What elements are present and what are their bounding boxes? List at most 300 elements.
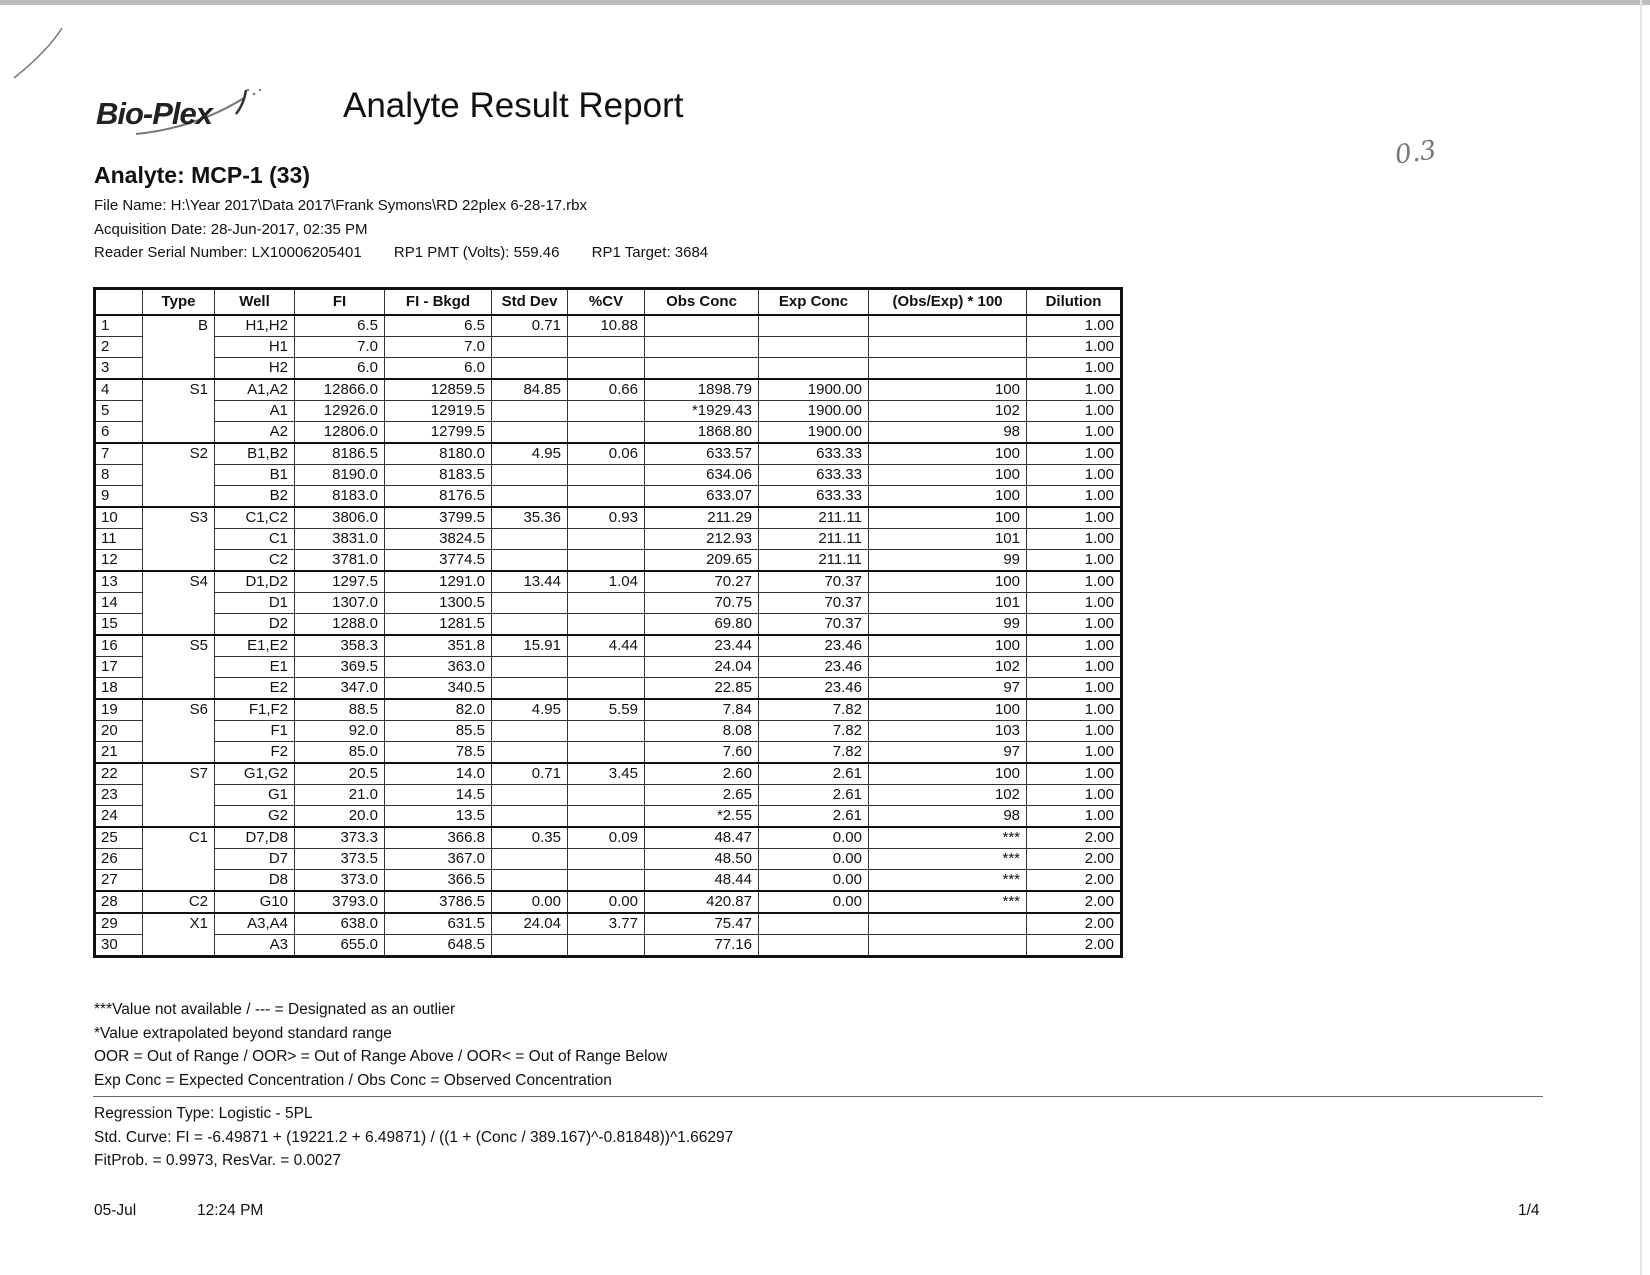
table-cell [492,614,568,636]
table-cell: G1 [215,785,295,806]
column-header: Obs Conc [645,289,759,316]
table-cell: 3774.5 [385,550,492,572]
table-cell: 3824.5 [385,529,492,550]
reader-info [94,244,708,261]
table-cell [568,870,645,892]
table-cell: 85.0 [295,742,385,764]
table-cell [869,358,1027,380]
table-cell: A2 [215,422,295,444]
table-cell: D7,D8 [215,827,295,849]
table-cell: 1.00 [1027,379,1122,401]
table-cell [143,550,215,572]
table-cell [568,657,645,678]
table-cell: 209.65 [645,550,759,572]
table-row [95,593,1122,614]
table-cell: 3831.0 [295,529,385,550]
table-cell: 4.95 [492,443,568,465]
standard-curve: Std. Curve: FI = -6.49871 + (19221.2 + 6.49871) / ((1 + (Conc / 389.167)^-0.81848))^1.66297 [94,1128,734,1146]
table-cell: 7.84 [645,699,759,721]
table-cell [143,465,215,486]
footnotes [94,998,667,1092]
table-cell [143,422,215,444]
table-row [95,678,1122,700]
table-cell [143,614,215,636]
print-date: 05-Jul [94,1202,137,1219]
column-header [95,289,143,316]
table-row [95,806,1122,828]
table-cell: 358.3 [295,635,385,657]
table-cell: 373.5 [295,849,385,870]
table-cell: 648.5 [385,935,492,957]
column-header: Std Dev [492,289,568,316]
table-cell: 0.00 [759,891,869,913]
table-cell: F2 [215,742,295,764]
table-cell: 1.00 [1027,486,1122,508]
analyte-name: Analyte: MCP-1 (33) [94,162,310,188]
table-cell: G10 [215,891,295,913]
table-cell [492,721,568,742]
table-cell: 1.00 [1027,785,1122,806]
table-cell: 0.00 [492,891,568,913]
table-cell: 12926.0 [295,401,385,422]
table-cell: 2.60 [645,763,759,785]
table-cell [869,913,1027,935]
table-cell [568,678,645,700]
table-cell: 1900.00 [759,422,869,444]
table-cell: 1.00 [1027,401,1122,422]
table-cell: 3799.5 [385,507,492,529]
table-cell: D1 [215,593,295,614]
table-cell: 8183.5 [385,465,492,486]
table-row [95,849,1122,870]
table-row [95,571,1122,593]
table-cell [143,486,215,508]
table-cell [568,935,645,957]
table-cell: 0.00 [568,891,645,913]
table-cell: 10.88 [568,315,645,337]
table-cell: 15.91 [492,635,568,657]
table-cell: 5.59 [568,699,645,721]
table-row [95,827,1122,849]
table-cell: 1.00 [1027,614,1122,636]
table-row [95,550,1122,572]
table-cell [492,678,568,700]
table-cell: 1.00 [1027,315,1122,337]
table-cell: 351.8 [385,635,492,657]
table-cell [759,913,869,935]
table-cell: 373.3 [295,827,385,849]
table-cell: 99 [869,550,1027,572]
table-cell: 13.44 [492,571,568,593]
table-cell: 92.0 [295,721,385,742]
table-row [95,422,1122,444]
table-cell: E1,E2 [215,635,295,657]
table-cell: 1900.00 [759,379,869,401]
row-number: 19 [95,699,143,721]
divider [93,1096,1543,1097]
table-cell [143,935,215,957]
row-number: 17 [95,657,143,678]
table-cell [492,358,568,380]
table-cell: 23.46 [759,678,869,700]
table-cell: 367.0 [385,849,492,870]
table-cell: S1 [143,379,215,401]
table-row [95,657,1122,678]
row-number: 3 [95,358,143,380]
fit-stats: FitProb. = 0.9973, ResVar. = 0.0027 [94,1152,342,1169]
table-cell: 2.61 [759,763,869,785]
regression-type: Regression Type: Logistic - 5PL [94,1105,313,1122]
table-cell: *** [869,849,1027,870]
table-row [95,465,1122,486]
table-cell: 211.11 [759,529,869,550]
table-row [95,486,1122,508]
table-cell: 1.00 [1027,507,1122,529]
table-cell: S6 [143,699,215,721]
pen-mark [12,24,72,84]
table-cell: C1 [143,827,215,849]
table-cell: *2.55 [645,806,759,828]
table-cell [568,593,645,614]
table-row [95,870,1122,892]
table-cell: 88.5 [295,699,385,721]
table-cell: 0.71 [492,315,568,337]
row-number: 23 [95,785,143,806]
table-cell: 14.5 [385,785,492,806]
table-cell: 212.93 [645,529,759,550]
table-cell: 1.00 [1027,593,1122,614]
table-header-row [95,289,1122,316]
row-number: 26 [95,849,143,870]
table-cell: B1 [215,465,295,486]
table-cell: 8186.5 [295,443,385,465]
column-header: Exp Conc [759,289,869,316]
table-cell: 633.33 [759,486,869,508]
table-cell: 2.00 [1027,849,1122,870]
table-cell: 75.47 [645,913,759,935]
rp1-pmt: RP1 PMT (Volts): 559.46 [393,244,560,261]
table-cell: 48.50 [645,849,759,870]
table-cell: E1 [215,657,295,678]
table-cell: 633.33 [759,465,869,486]
table-cell [492,742,568,764]
table-cell: 70.37 [759,593,869,614]
table-cell [568,529,645,550]
row-number: 13 [95,571,143,593]
table-cell: 23.44 [645,635,759,657]
table-cell: 1.00 [1027,742,1122,764]
table-cell: 85.5 [385,721,492,742]
table-cell [143,785,215,806]
file-name: File Name: H:\Year 2017\Data 2017\Frank Symons\RD 22plex 6-28-17.rbx [94,197,588,214]
table-cell [492,550,568,572]
table-cell: 103 [869,721,1027,742]
row-number: 7 [95,443,143,465]
table-cell: 1.00 [1027,571,1122,593]
table-cell: F1 [215,721,295,742]
table-cell: 3.45 [568,763,645,785]
table-cell [568,337,645,358]
table-cell [568,806,645,828]
table-cell [143,529,215,550]
table-cell: 0.06 [568,443,645,465]
row-number: 16 [95,635,143,657]
table-cell [143,806,215,828]
table-cell [645,315,759,337]
table-cell: 7.82 [759,721,869,742]
table-cell [492,806,568,828]
table-cell: G1,G2 [215,763,295,785]
table-cell: 70.37 [759,614,869,636]
table-cell: E2 [215,678,295,700]
table-cell [759,315,869,337]
table-cell [143,401,215,422]
table-cell: 1.00 [1027,763,1122,785]
table-cell: 0.00 [759,870,869,892]
table-cell [759,358,869,380]
row-number: 25 [95,827,143,849]
table-row [95,763,1122,785]
row-number: 20 [95,721,143,742]
table-cell: 3793.0 [295,891,385,913]
table-cell: 69.80 [645,614,759,636]
row-number: 5 [95,401,143,422]
table-cell: 77.16 [645,935,759,957]
table-cell: 100 [869,635,1027,657]
table-cell [143,678,215,700]
table-cell: 1297.5 [295,571,385,593]
table-cell [143,870,215,892]
table-cell [869,935,1027,957]
table-cell [492,422,568,444]
table-cell: 1.00 [1027,550,1122,572]
table-cell: C1 [215,529,295,550]
table-cell: 23.46 [759,635,869,657]
table-cell: S3 [143,507,215,529]
table-cell: 2.00 [1027,870,1122,892]
table-cell: 12859.5 [385,379,492,401]
table-cell: 12799.5 [385,422,492,444]
table-cell: 1.00 [1027,678,1122,700]
table-cell: 1.00 [1027,806,1122,828]
table-cell: 0.93 [568,507,645,529]
table-cell: 6.5 [385,315,492,337]
table-cell: 101 [869,529,1027,550]
table-cell: 100 [869,699,1027,721]
table-cell [143,593,215,614]
table-cell [492,785,568,806]
table-row [95,507,1122,529]
table-cell: 1281.5 [385,614,492,636]
table-cell [568,358,645,380]
table-cell [869,315,1027,337]
table-cell: 84.85 [492,379,568,401]
table-cell: 1.00 [1027,529,1122,550]
table-cell: 211.11 [759,550,869,572]
table-cell: 82.0 [385,699,492,721]
table-cell: 2.00 [1027,827,1122,849]
table-cell: 23.46 [759,657,869,678]
handwritten-note: 0.3 [1393,135,1439,171]
row-number: 14 [95,593,143,614]
table-cell: B2 [215,486,295,508]
table-cell: A1 [215,401,295,422]
row-number: 10 [95,507,143,529]
table-cell: 3.77 [568,913,645,935]
scan-right-edge [1640,0,1642,1275]
table-cell: H2 [215,358,295,380]
table-cell: S7 [143,763,215,785]
row-number: 8 [95,465,143,486]
row-number: 29 [95,913,143,935]
table-cell [492,593,568,614]
table-cell: 1898.79 [645,379,759,401]
table-cell: G2 [215,806,295,828]
table-cell [645,337,759,358]
table-cell [143,721,215,742]
table-cell [568,401,645,422]
table-cell: 6.5 [295,315,385,337]
table-cell: 8176.5 [385,486,492,508]
table-cell: 420.87 [645,891,759,913]
table-cell [869,337,1027,358]
table-cell: 3781.0 [295,550,385,572]
table-cell: F1,F2 [215,699,295,721]
table-cell: 101 [869,593,1027,614]
table-cell: 638.0 [295,913,385,935]
row-number: 21 [95,742,143,764]
table-cell [492,465,568,486]
table-cell: H1,H2 [215,315,295,337]
table-cell: 100 [869,763,1027,785]
table-cell: 1288.0 [295,614,385,636]
table-cell: 12806.0 [295,422,385,444]
table-cell: A1,A2 [215,379,295,401]
table-cell: B [143,315,215,337]
table-cell [568,849,645,870]
table-cell: 373.0 [295,870,385,892]
table-cell: S5 [143,635,215,657]
table-cell: 340.5 [385,678,492,700]
table-cell: 7.82 [759,742,869,764]
table-row [95,529,1122,550]
bio-plex-logo [96,84,271,144]
table-cell [568,465,645,486]
table-row [95,699,1122,721]
table-cell: 35.36 [492,507,568,529]
table-cell [645,358,759,380]
table-cell: 7.60 [645,742,759,764]
table-cell: 24.04 [645,657,759,678]
results-table [93,287,1123,958]
page-number: 1/4 [1518,1202,1540,1219]
table-cell: 7.0 [295,337,385,358]
column-header: Type [143,289,215,316]
table-cell: 100 [869,486,1027,508]
table-row [95,443,1122,465]
acquisition-date: Acquisition Date: 28-Jun-2017, 02:35 PM [94,221,368,238]
table-cell: 20.0 [295,806,385,828]
table-cell [143,742,215,764]
table-cell: 97 [869,742,1027,764]
table-cell [568,721,645,742]
table-cell: 78.5 [385,742,492,764]
table-cell: 48.44 [645,870,759,892]
table-cell: B1,B2 [215,443,295,465]
table-cell: 2.61 [759,806,869,828]
table-cell: 100 [869,379,1027,401]
table-row [95,614,1122,636]
table-cell: 1900.00 [759,401,869,422]
table-cell: 1.00 [1027,358,1122,380]
table-cell: 347.0 [295,678,385,700]
table-row [95,742,1122,764]
table-cell: 369.5 [295,657,385,678]
table-cell: 366.5 [385,870,492,892]
table-cell [492,657,568,678]
table-row [95,337,1122,358]
table-cell: 1.00 [1027,635,1122,657]
table-cell: 633.57 [645,443,759,465]
table-cell [143,337,215,358]
table-cell [568,422,645,444]
table-cell: 0.09 [568,827,645,849]
table-cell: 20.5 [295,763,385,785]
table-cell: 13.5 [385,806,492,828]
table-cell: 2.65 [645,785,759,806]
table-cell: 70.27 [645,571,759,593]
table-cell: 0.71 [492,763,568,785]
table-cell: 48.47 [645,827,759,849]
table-cell: 1.00 [1027,465,1122,486]
table-cell: 22.85 [645,678,759,700]
table-cell: 211.11 [759,507,869,529]
row-number: 2 [95,337,143,358]
table-cell: 100 [869,507,1027,529]
table-cell: 3806.0 [295,507,385,529]
table-cell: D1,D2 [215,571,295,593]
table-cell: D7 [215,849,295,870]
table-cell: D8 [215,870,295,892]
table-cell: 1.00 [1027,699,1122,721]
table-cell [143,657,215,678]
table-cell: 99 [869,614,1027,636]
table-cell: 633.33 [759,443,869,465]
row-number: 11 [95,529,143,550]
table-cell: 98 [869,422,1027,444]
table-cell: *1929.43 [645,401,759,422]
table-cell: 24.04 [492,913,568,935]
table-cell: 363.0 [385,657,492,678]
table-cell: 1.00 [1027,422,1122,444]
table-cell: 1300.5 [385,593,492,614]
footnote: Exp Conc = Expected Concentration / Obs Conc = Observed Concentration [94,1071,612,1089]
report-title: Analyte Result Report [343,86,684,125]
table-cell: C2 [215,550,295,572]
table-cell: 1.04 [568,571,645,593]
table-cell: 8.08 [645,721,759,742]
scan-top-edge [0,0,1650,5]
row-number: 24 [95,806,143,828]
row-number: 4 [95,379,143,401]
table-cell [492,486,568,508]
table-cell [143,358,215,380]
table-cell [568,742,645,764]
table-cell: 1.00 [1027,721,1122,742]
table-cell: X1 [143,913,215,935]
table-row [95,315,1122,337]
table-row [95,635,1122,657]
